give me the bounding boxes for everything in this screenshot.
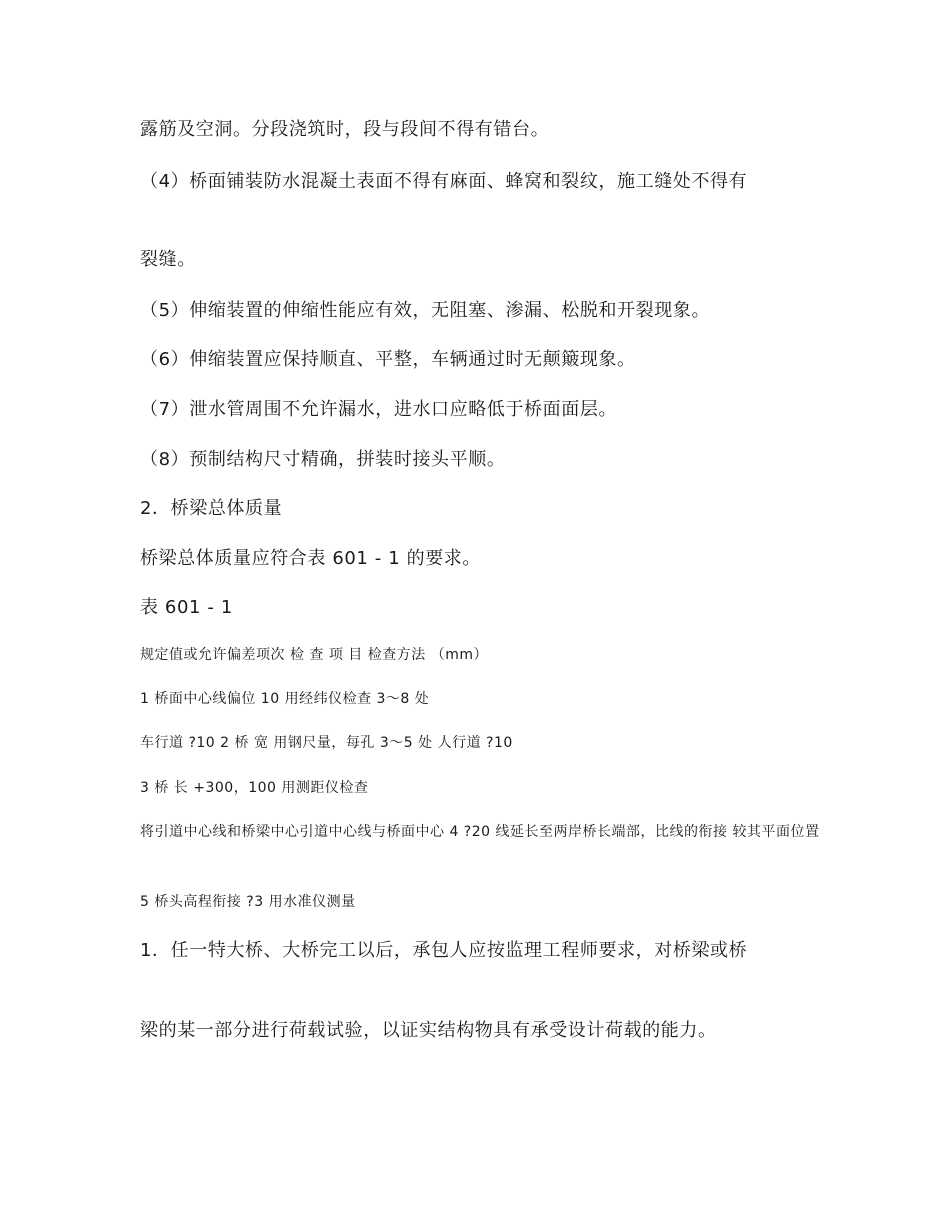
paragraph: 露筋及空洞。分段浇筑时，段与段间不得有错台。 bbox=[140, 119, 550, 140]
paragraph: 梁的某一部分进行荷载试验，以证实结构物具有承受设计荷载的能力。 bbox=[140, 1020, 717, 1041]
paragraph: （6）伸缩装置应保持顺直、平整，车辆通过时无颠簸现象。 bbox=[140, 349, 636, 370]
table-row: 3 桥 长 +300，100 用测距仪检查 bbox=[140, 780, 369, 796]
table-row: 1 桥面中心线偏位 10 用经纬仪检查 3～8 处 bbox=[140, 691, 430, 707]
paragraph: （5）伸缩装置的伸缩性能应有效，无阻塞、渗漏、松脱和开裂现象。 bbox=[140, 300, 711, 321]
paragraph: 裂缝。 bbox=[140, 249, 196, 270]
paragraph: 1．任一特大桥、大桥完工以后，承包人应按监理工程师要求，对桥梁或桥 bbox=[140, 940, 748, 961]
table-caption: 表 601 - 1 bbox=[140, 597, 233, 618]
paragraph: （8）预制结构尺寸精确，拼装时接头平顺。 bbox=[140, 449, 506, 470]
paragraph: 桥梁总体质量应符合表 601 - 1 的要求。 bbox=[140, 548, 481, 569]
table-row: 将引道中心线和桥梁中心引道中心线与桥面中心 4 ?20 线延长至两岸桥长端部，比线的衔接 较其平面位置 bbox=[140, 824, 820, 840]
paragraph: （7）泄水管周围不允许漏水，进水口应略低于桥面面层。 bbox=[140, 399, 618, 420]
table-header: 规定值或允许偏差项次 检 查 项 目 检查方法 （mm） bbox=[140, 647, 488, 663]
table-row: 车行道 ?10 2 桥 宽 用钢尺量，每孔 3～5 处 人行道 ?10 bbox=[140, 735, 513, 751]
table-row: 5 桥头高程衔接 ?3 用水准仪测量 bbox=[140, 894, 356, 910]
paragraph: （4）桥面铺装防水混凝土表面不得有麻面、蜂窝和裂纹，施工缝处不得有 bbox=[140, 171, 748, 192]
section-heading: 2．桥梁总体质量 bbox=[140, 498, 283, 519]
